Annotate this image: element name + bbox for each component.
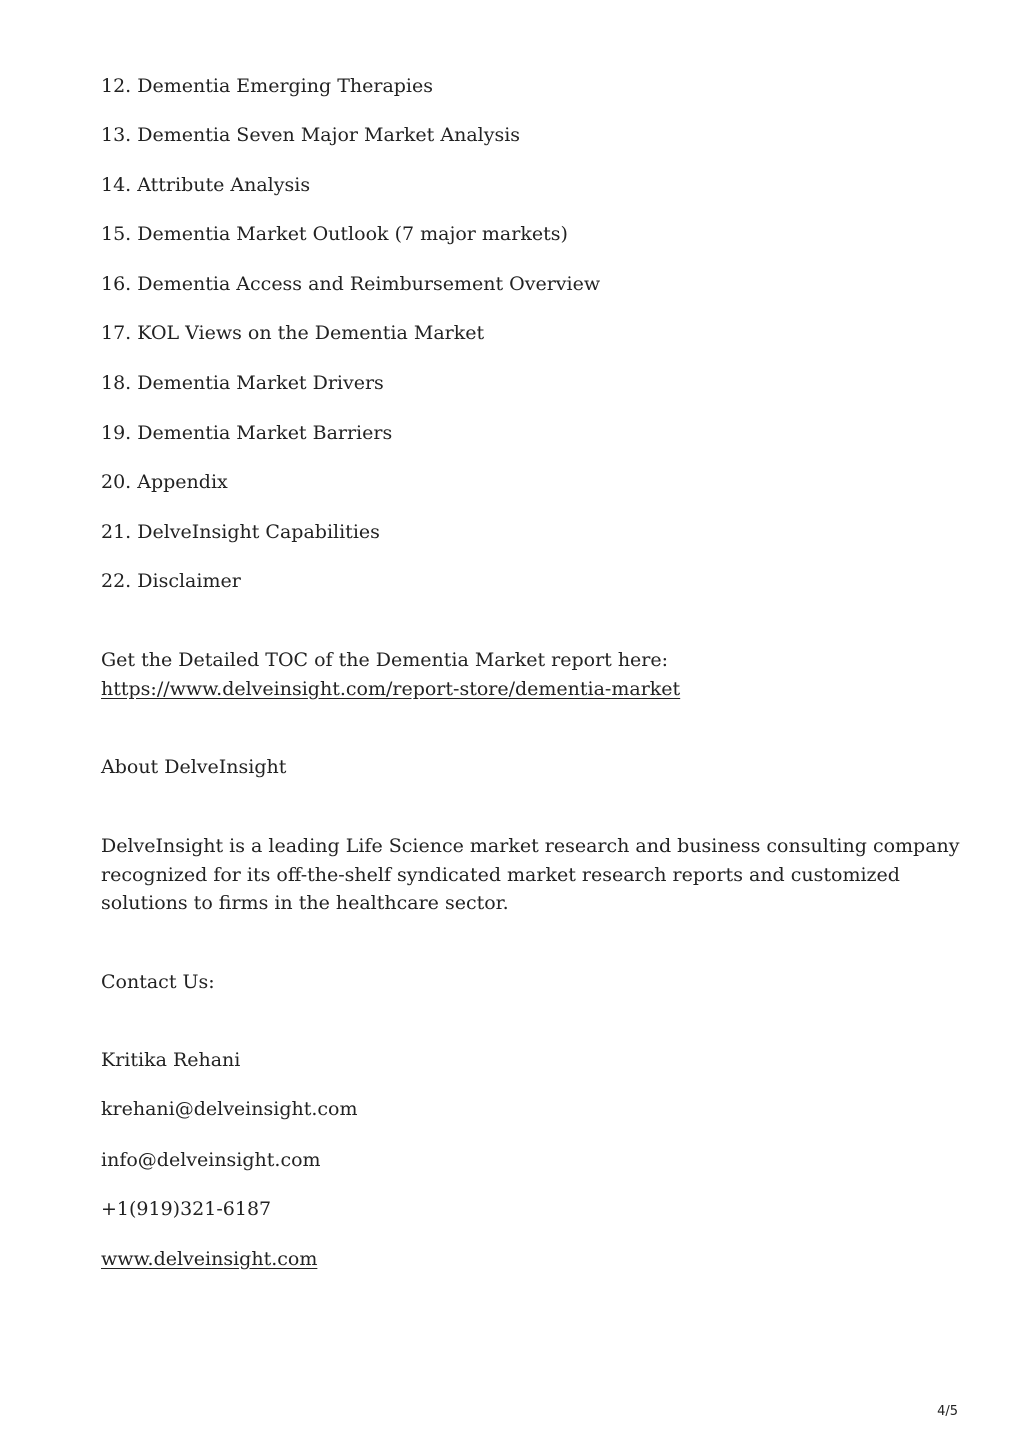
contact-phone: +1(919)321-6187 xyxy=(101,1198,272,1220)
toc-item-22: 22. Disclaimer xyxy=(101,570,241,592)
toc-report-link[interactable]: https://www.delveinsight.com/report-store/dementia-market xyxy=(101,677,681,700)
toc-cta xyxy=(101,646,921,703)
about-line-2: recognized for its off-the-shelf syndicated market research reports and customized xyxy=(101,863,900,886)
contact-website-link[interactable]: www.delveinsight.com xyxy=(101,1248,318,1270)
toc-item-13: 13. Dementia Seven Major Market Analysis xyxy=(101,124,521,146)
toc-item-12: 12. Dementia Emerging Therapies xyxy=(101,75,433,97)
about-heading: About DelveInsight xyxy=(101,756,287,778)
toc-item-20: 20. Appendix xyxy=(101,471,228,493)
toc-item-18: 18. Dementia Market Drivers xyxy=(101,372,384,394)
about-line-3: solutions to firms in the healthcare sector. xyxy=(101,892,509,914)
about-paragraph xyxy=(101,832,960,918)
toc-item-21: 21. DelveInsight Capabilities xyxy=(101,521,380,543)
page-number: 4/5 xyxy=(937,1404,958,1419)
contact-email-info: info@delveinsight.com xyxy=(101,1149,321,1171)
toc-item-17: 17. KOL Views on the Dementia Market xyxy=(101,322,485,344)
toc-cta-text: Get the Detailed TOC of the Dementia Market report here: xyxy=(101,649,669,671)
contact-email-personal: krehani@delveinsight.com xyxy=(101,1098,358,1120)
toc-item-14: 14. Attribute Analysis xyxy=(101,174,311,196)
contact-heading: Contact Us: xyxy=(101,971,215,993)
contact-name: Kritika Rehani xyxy=(101,1049,241,1071)
toc-item-16: 16. Dementia Access and Reimbursement Overview xyxy=(101,273,601,295)
toc-item-15: 15. Dementia Market Outlook (7 major markets) xyxy=(101,223,568,245)
about-line-1: DelveInsight is a leading Life Science market research and business consulting company xyxy=(101,835,960,857)
toc-item-19: 19. Dementia Market Barriers xyxy=(101,422,393,444)
